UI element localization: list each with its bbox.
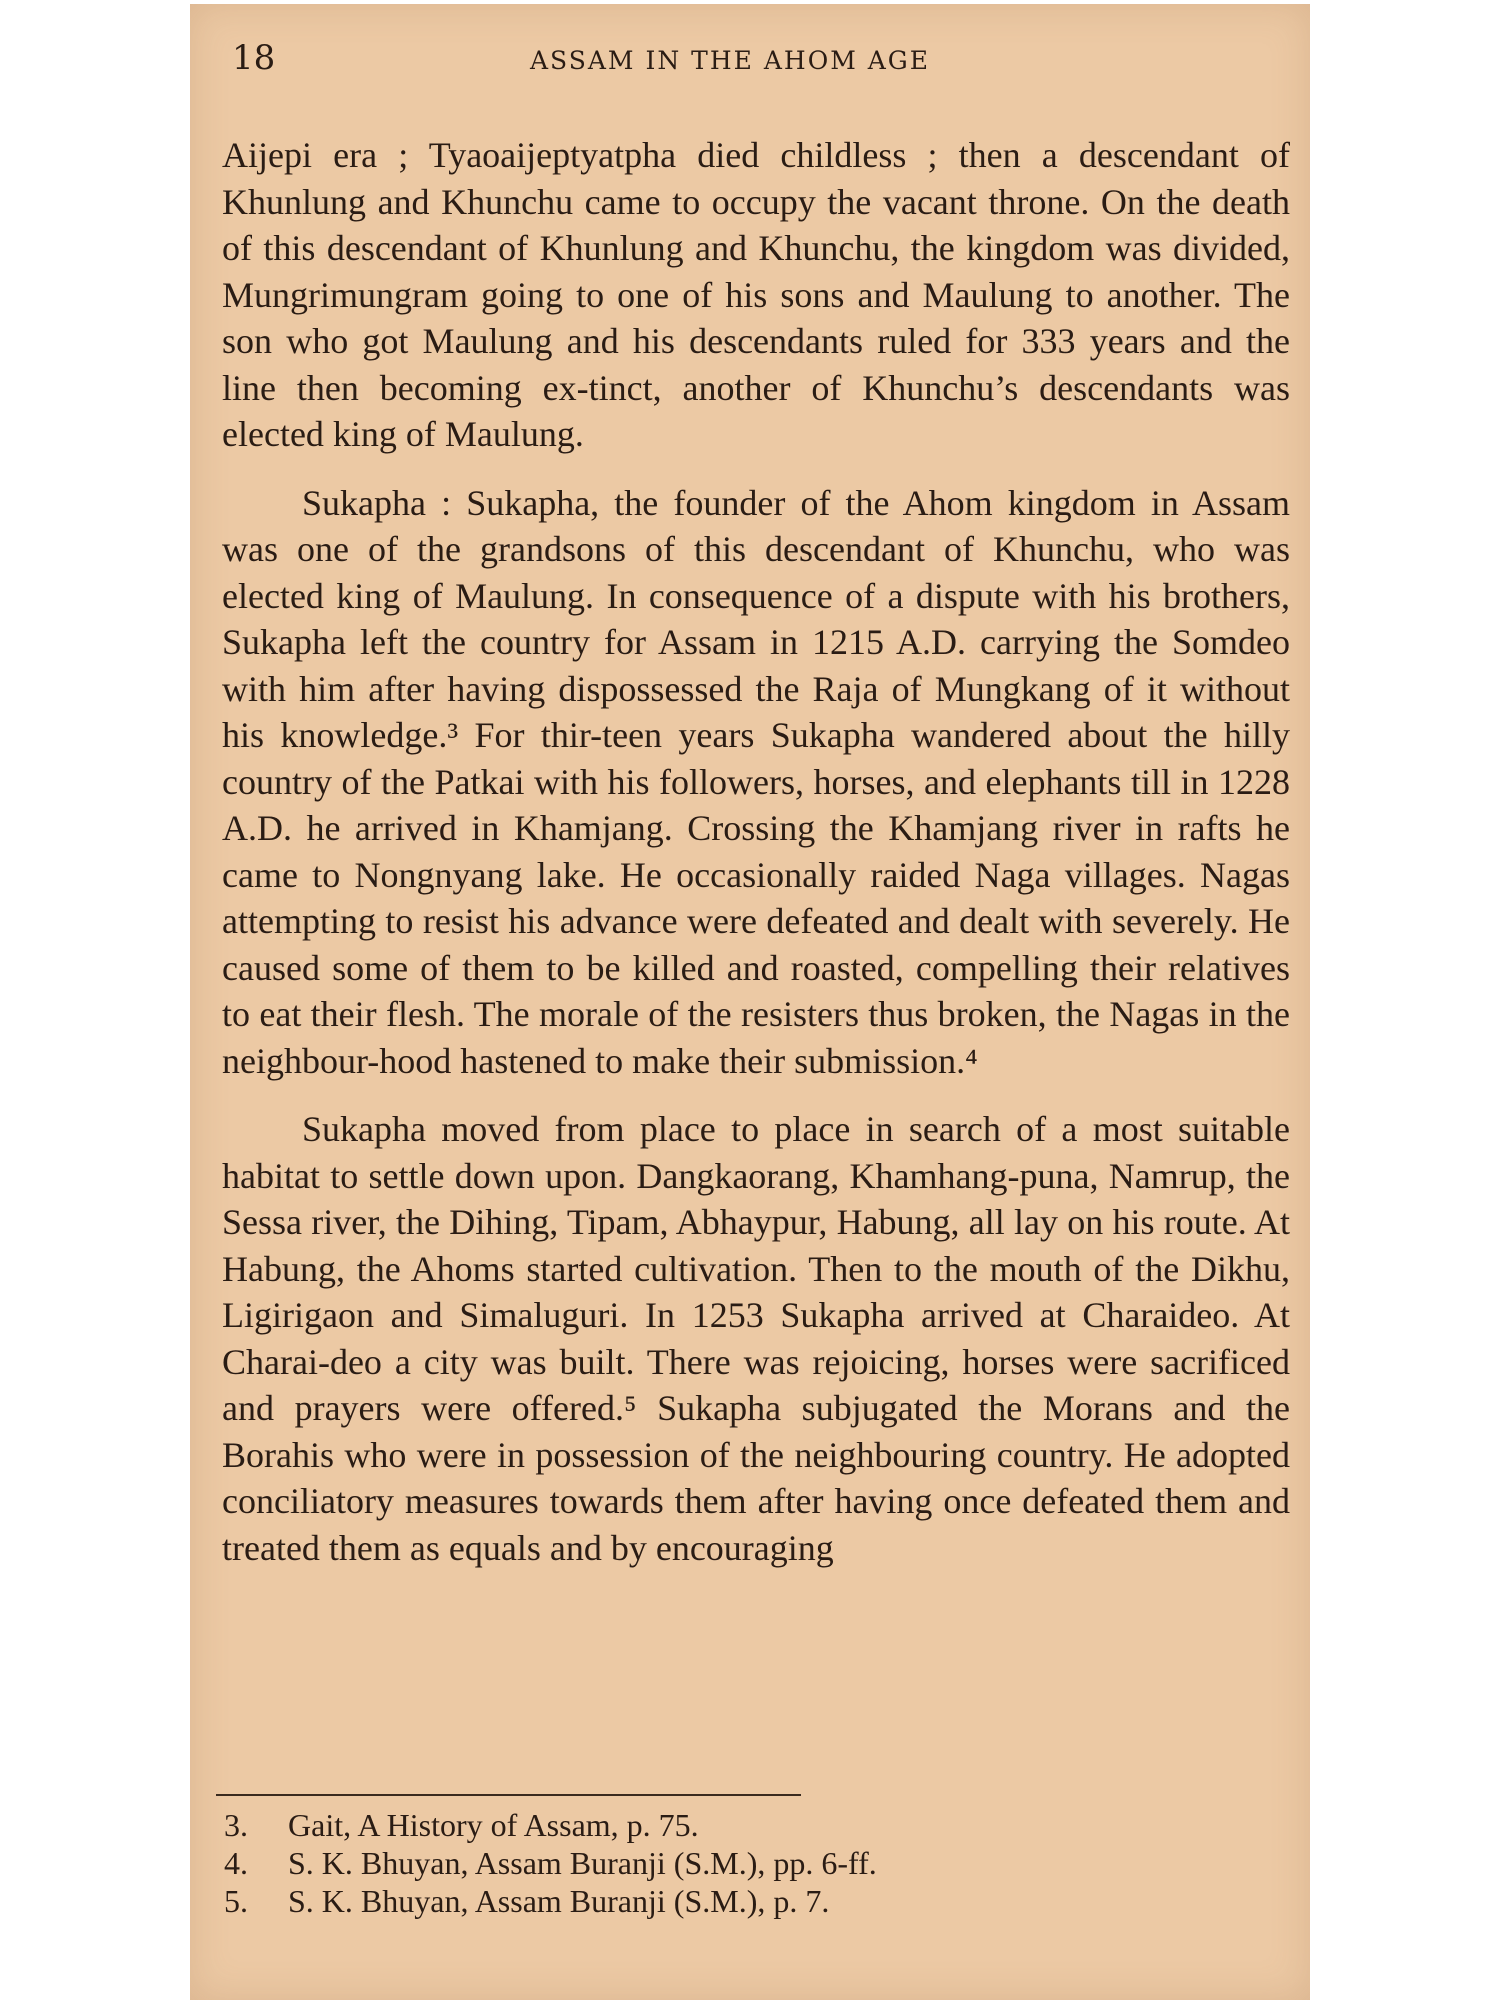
footnote-number: 5. — [224, 1883, 248, 1919]
body-text — [222, 132, 1290, 1571]
book-page — [190, 4, 1310, 2000]
footnote-4 — [224, 1844, 1264, 1882]
paragraph-1: Aijepi era ; Tyaoaijeptyatpha died childless ; then a descendant of Khunlung and Khunchu came to occupy the vacant throne. On the death of this descendant of Khunlung and Khunchu, the kingdom was divided, Mungrimungram going to one of his sons and Maulung to another. The son who got Maulung and his descendants ruled for 333 years and the line then becoming ex-tinct, another of Khunchu’s descendants was elected king of Maulung. — [222, 135, 1290, 454]
footnote-divider — [216, 1794, 801, 1796]
paragraph-2: Sukapha : Sukapha, the founder of the Ahom kingdom in Assam was one of the grandsons of this descendant of Khunchu, who was elected king of Maulung. In consequence of a dispute with his brothers, Sukapha left the country for Assam in 1215 A.D. carrying the Somdeo with him after having dispossessed the Raja of Mungkang of it without his knowledge.³ For thir-teen years Sukapha wandered about the hilly country of the Patkai with his followers, horses, and elephants till in 1228 A.D. he arrived in Khamjang. Crossing the Khamjang river in rafts he came to Nongnyang lake. He occasionally raided Naga villages. Nagas attempting to resist his advance were defeated and dealt with severely. He caused some of them to be killed and roasted, compelling their relatives to eat their flesh. The morale of the resisters thus broken, the Nagas in the neighbour-hood hastened to make their submission.⁴ — [222, 482, 1290, 1081]
paragraph-3: Sukapha moved from place to place in search of a most suitable habitat to settle down upon. Dangkaorang, Khamhang-puna, Namrup, the Sessa river, the Dihing, Tipam, Abhaypur, Habung, all lay on his route. At Habung, the Ahoms started cultivation. Then to the mouth of the Dikhu, Ligirigaon and Simaluguri. In 1253 Sukapha arrived at Charaideo. At Charai-deo a city was built. There was rejoicing, horses were sacrificed and prayers were offered.⁵ Sukapha subjugated the Morans and the Borahis who were in possession of the neighbouring country. He adopted conciliatory measures towards them after having once defeated them and treated them as equals and by encouraging — [222, 1109, 1290, 1568]
page-number: 18 — [232, 38, 276, 78]
footnote-3 — [224, 1806, 1264, 1844]
running-head: ASSAM IN THE AHOM AGE — [530, 46, 931, 75]
footnote-text: Gait, A History of Assam, p. 75. — [288, 1807, 699, 1843]
footnotes — [224, 1806, 1264, 1920]
footnote-number: 4. — [224, 1845, 248, 1881]
footnote-5 — [224, 1882, 1264, 1920]
footnote-number: 3. — [224, 1807, 248, 1843]
footnote-text: S. K. Bhuyan, Assam Buranji (S.M.), pp. 6-ff. — [288, 1845, 877, 1881]
footnote-text: S. K. Bhuyan, Assam Buranji (S.M.), p. 7. — [288, 1883, 830, 1919]
